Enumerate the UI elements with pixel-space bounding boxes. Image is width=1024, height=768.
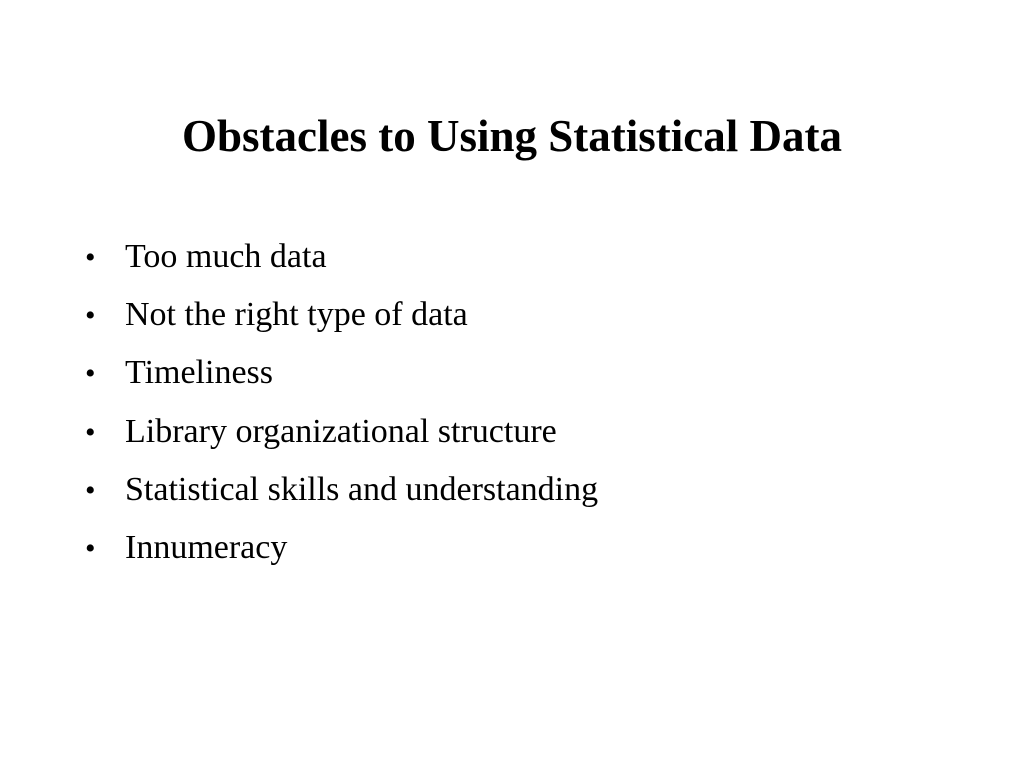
- bullet-text: Timeliness: [125, 354, 274, 392]
- list-item: [85, 519, 598, 577]
- bullet-text: Library organizational structure: [125, 412, 557, 450]
- list-item: [85, 461, 598, 519]
- bullet-icon: •: [85, 532, 96, 566]
- bullet-icon: •: [85, 299, 96, 333]
- slide-title: Obstacles to Using Statistical Data: [182, 111, 842, 161]
- list-item: [85, 403, 598, 461]
- list-item: [85, 286, 598, 344]
- bullet-icon: •: [85, 473, 96, 507]
- list-item: [85, 228, 598, 286]
- bullet-text: Too much data: [125, 238, 327, 275]
- bullet-text: Not the right type of data: [125, 296, 468, 334]
- bullet-list: [85, 228, 598, 577]
- bullet-icon: •: [85, 357, 96, 391]
- list-item: [85, 344, 598, 402]
- bullet-icon: •: [85, 415, 96, 449]
- bullet-icon: •: [85, 241, 96, 274]
- bullet-text: Statistical skills and understanding: [125, 470, 599, 508]
- bullet-text: Innumeracy: [125, 529, 288, 567]
